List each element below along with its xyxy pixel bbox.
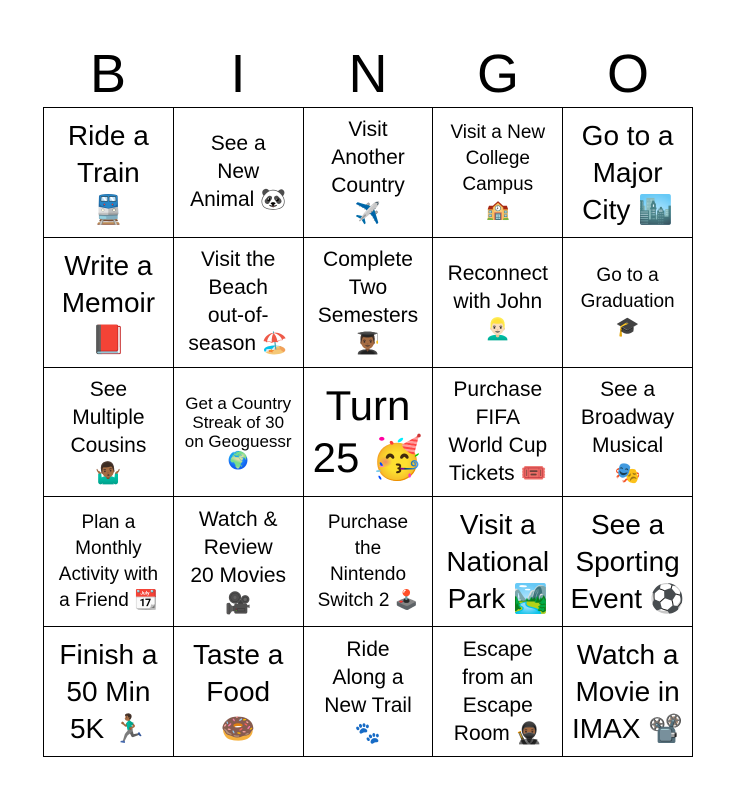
header-letter-i: I (230, 44, 246, 104)
header-letter-o: O (606, 44, 649, 104)
cell-text: Purchase FIFA World Cup Tickets 🎟️ (448, 377, 548, 485)
cell-text: Visit a National Park 🏞️ (446, 509, 550, 615)
cell-text: See Multiple Cousins 🤷🏾‍♂️ (70, 377, 147, 485)
bingo-cell[interactable] (304, 238, 434, 368)
cell-text: Purchase the Nintendo Switch 2 🕹️ (317, 511, 419, 611)
cell-text: Go to a Graduation 🎓 (580, 265, 675, 339)
cell-text: Write a Memoir 📕 (61, 249, 156, 355)
bingo-header (43, 40, 693, 108)
cell-text: Ride Along a New Trail 🐾 (324, 637, 412, 745)
bingo-cell[interactable] (433, 368, 563, 498)
cell-text: Visit a New College Campus 🏫 (450, 122, 546, 222)
bingo-cell[interactable] (563, 238, 693, 368)
bingo-cell[interactable] (563, 627, 693, 757)
bingo-cell[interactable] (304, 627, 434, 757)
cell-text: Get a Country Streak of 30 on Geoguessr 🌍 (184, 393, 292, 470)
bingo-cell[interactable] (44, 108, 174, 238)
bingo-cell[interactable] (44, 238, 174, 368)
cell-text: Visit the Beach out-of- season 🏖️ (188, 248, 289, 356)
cell-text: Complete Two Semesters 👨🏾‍🎓 (317, 248, 419, 356)
bingo-cell[interactable] (563, 368, 693, 498)
cell-text: Go to a Major City 🏙️ (581, 119, 674, 225)
cell-text: Reconnect with John 👱🏻‍♂️ (447, 262, 548, 342)
free-space-cell[interactable] (304, 368, 434, 498)
cell-text: See a New Animal 🐼 (190, 132, 287, 212)
cell-text: See a Broadway Musical 🎭 (580, 377, 675, 485)
cell-text: Taste a Food 🍩 (193, 639, 284, 745)
bingo-cell[interactable] (44, 368, 174, 498)
bingo-cell[interactable] (174, 627, 304, 757)
bingo-cell[interactable] (563, 108, 693, 238)
cell-text: Ride a Train 🚆 (67, 119, 149, 225)
bingo-cell[interactable] (433, 497, 563, 627)
bingo-cell[interactable] (304, 497, 434, 627)
cell-text: Finish a 50 Min 5K 🏃🏾‍♂️ (59, 639, 158, 745)
cell-text: Visit Another Country ✈️ (331, 118, 405, 226)
bingo-cell[interactable] (44, 627, 174, 757)
cell-text: Watch a Movie in IMAX 📽️ (572, 639, 684, 745)
bingo-cell[interactable] (174, 497, 304, 627)
bingo-cell[interactable] (174, 238, 304, 368)
bingo-cell[interactable] (174, 108, 304, 238)
bingo-cell[interactable] (304, 108, 434, 238)
bingo-cell[interactable] (174, 368, 304, 498)
bingo-cell[interactable] (44, 497, 174, 627)
cell-text: Turn 25 🥳 (312, 381, 424, 481)
cell-text: See a Sporting Event ⚽ (570, 509, 685, 615)
cell-text: Watch & Review 20 Movies 🎥 (190, 507, 287, 615)
bingo-cell[interactable] (433, 238, 563, 368)
header-letter-g: G (476, 44, 519, 104)
header-letter-n: N (348, 44, 388, 104)
header-letter-b: B (89, 44, 127, 104)
cell-text: Escape from an Escape Room 🥷🏾 (453, 637, 542, 745)
bingo-cell[interactable] (563, 497, 693, 627)
cell-text: Plan a Monthly Activity with a Friend 📆 (58, 511, 159, 611)
bingo-grid (43, 107, 693, 757)
bingo-cell[interactable] (433, 108, 563, 238)
bingo-cell[interactable] (433, 627, 563, 757)
